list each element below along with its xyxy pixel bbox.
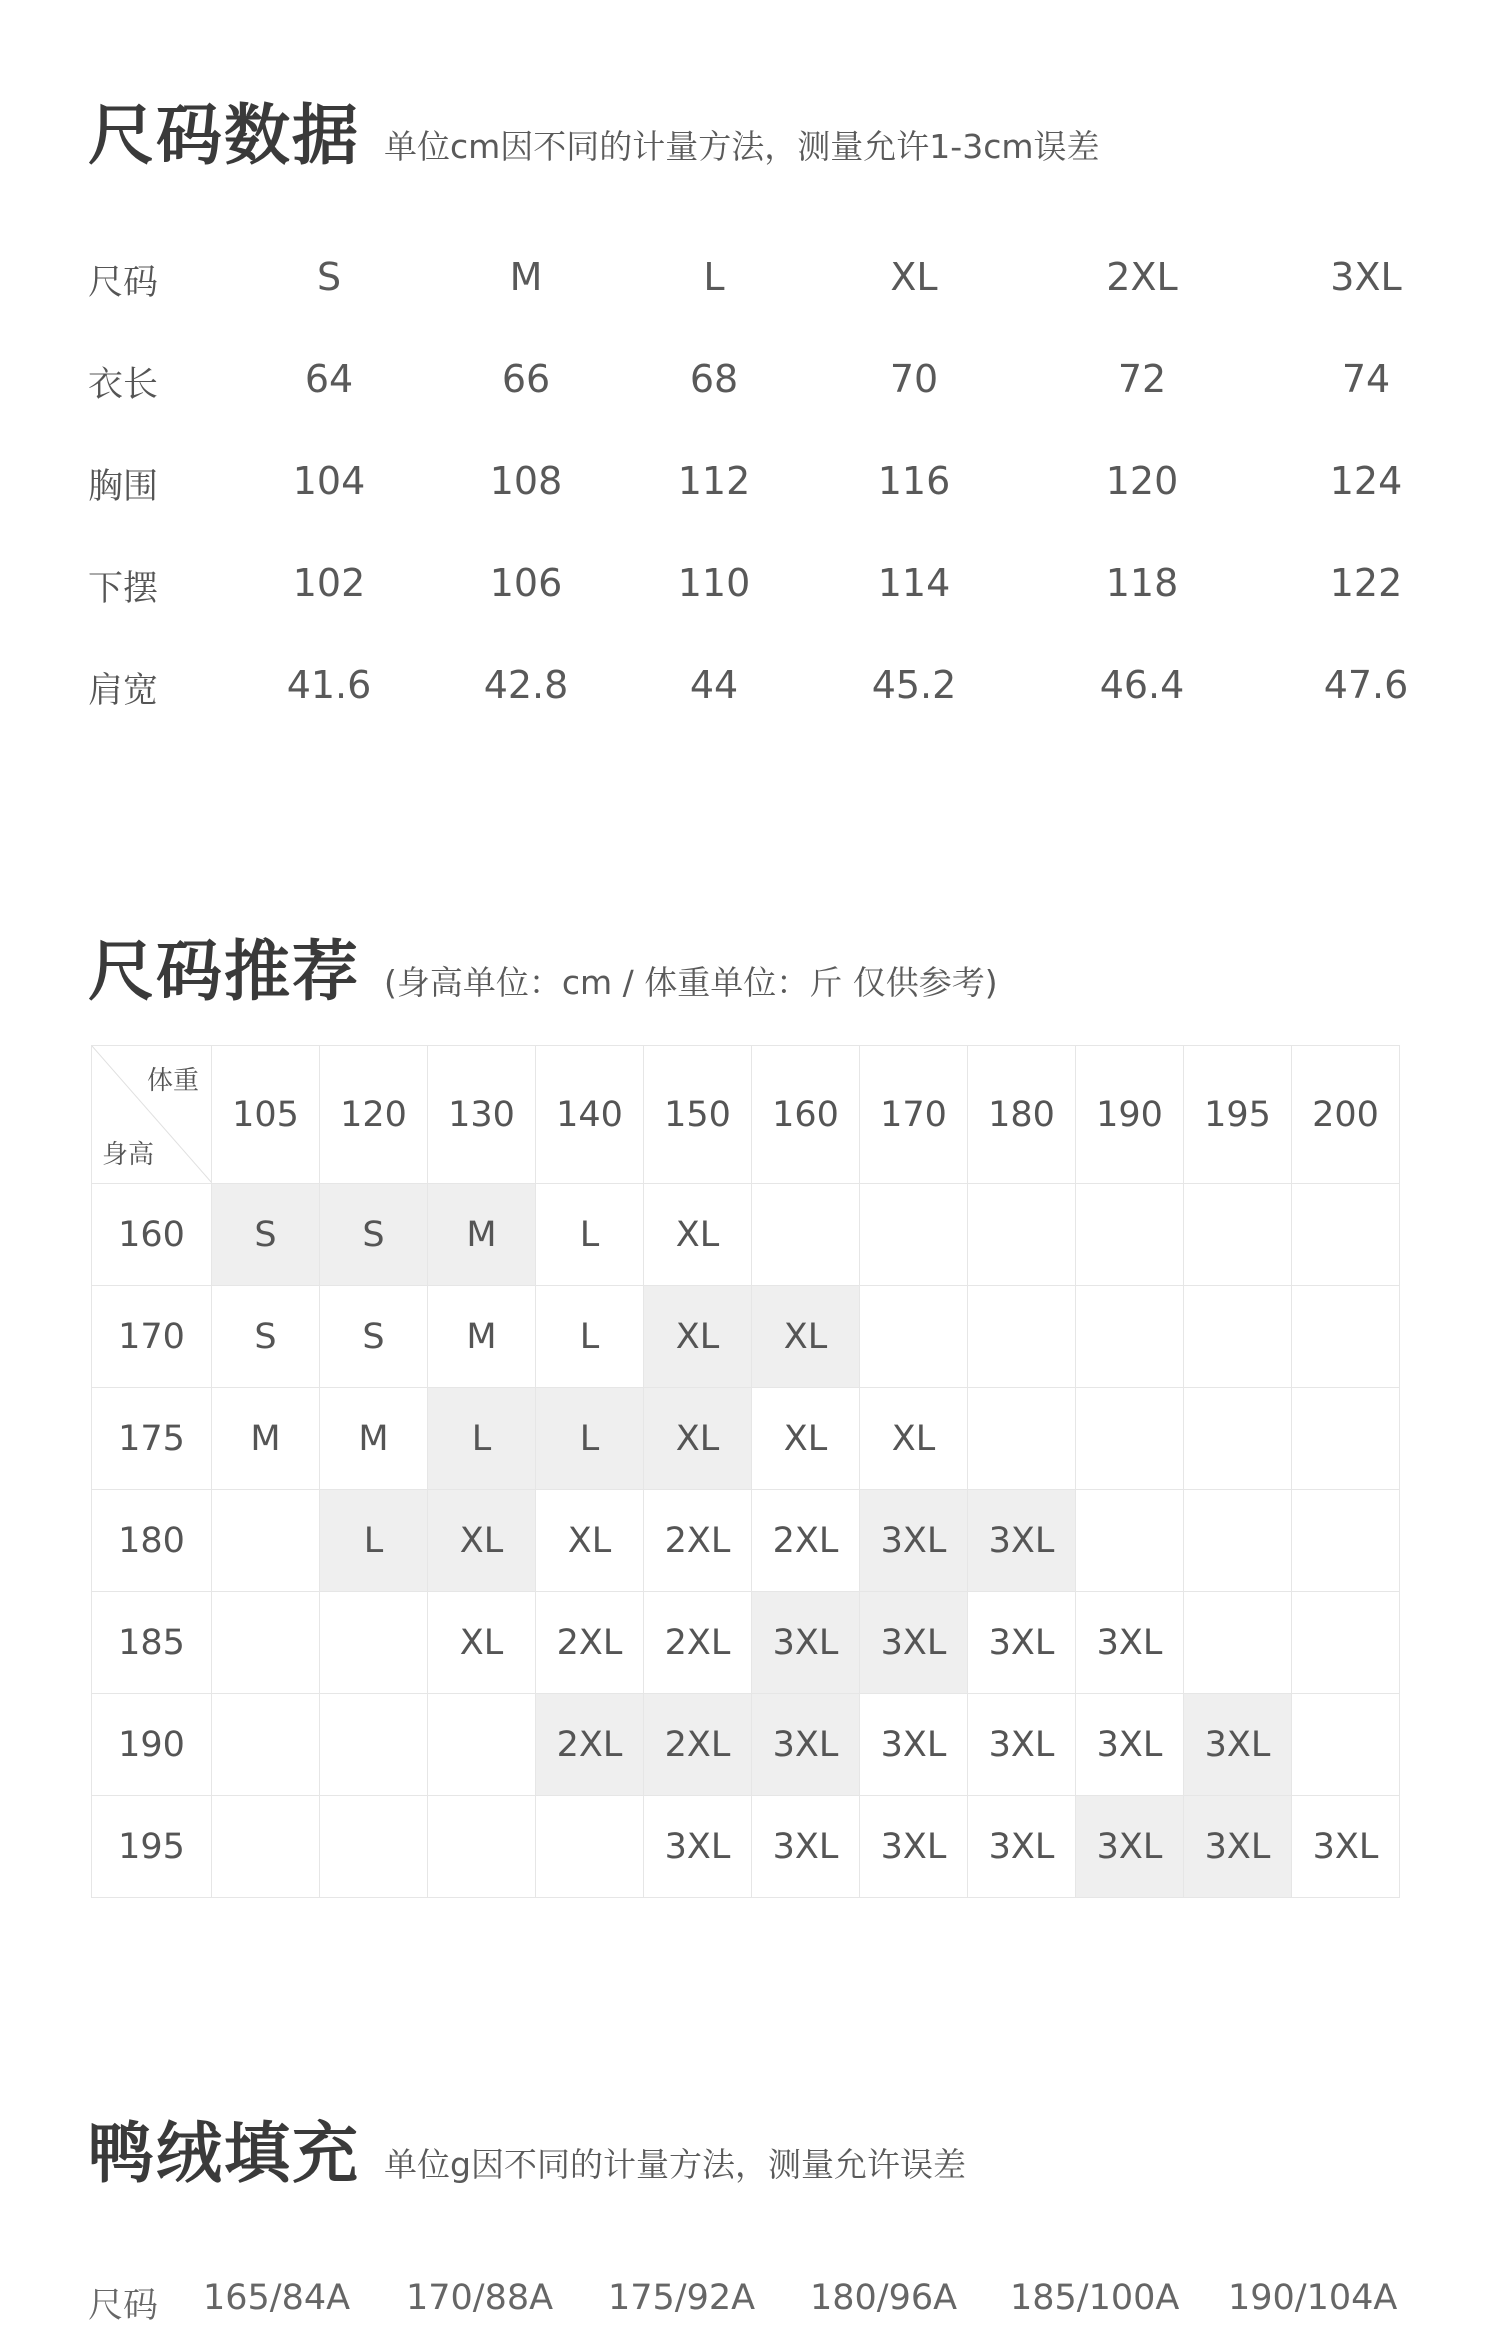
size-recommend-cell: 3XL xyxy=(1076,1796,1184,1898)
size-recommend-title: 尺码推荐 xyxy=(88,933,360,1010)
size-recommend-cell: XL xyxy=(644,1286,752,1388)
down-fill-subtitle: 单位g因不同的计量方法，测量允许误差 xyxy=(384,2145,966,2184)
size-recommend-cell: XL xyxy=(860,1388,968,1490)
size-recommend-cell xyxy=(1292,1694,1400,1796)
corner-height-label: 身高 xyxy=(102,1140,155,1170)
size-recommend-cell: M xyxy=(212,1388,320,1490)
size-data-cell: 104 xyxy=(292,459,366,503)
size-recommend-cell: M xyxy=(428,1184,536,1286)
size-recommend-cell: 3XL xyxy=(860,1796,968,1898)
size-data-row xyxy=(88,561,1418,663)
size-recommend-cell xyxy=(1292,1184,1400,1286)
size-recommend-cell: 3XL xyxy=(752,1592,860,1694)
grid-row xyxy=(92,1796,1400,1898)
size-data-cell: 122 xyxy=(1329,561,1403,605)
size-recommend-cell: 3XL xyxy=(752,1694,860,1796)
size-recommend-cell xyxy=(428,1694,536,1796)
size-recommend-cell xyxy=(212,1796,320,1898)
size-data-cell: 66 xyxy=(501,357,551,401)
size-data-row xyxy=(88,663,1418,765)
size-data-cell: 116 xyxy=(877,459,951,503)
weight-column-header: 130 xyxy=(428,1046,536,1184)
corner-weight-label: 体重 xyxy=(146,1066,199,1096)
size-data-cell: 72 xyxy=(1117,357,1167,401)
grid-row xyxy=(92,1184,1400,1286)
height-row-header: 170 xyxy=(92,1286,212,1388)
height-row-header: 160 xyxy=(92,1184,212,1286)
weight-column-header: 195 xyxy=(1184,1046,1292,1184)
size-recommend-cell: 3XL xyxy=(860,1592,968,1694)
down-fill-size-label: 170/88A xyxy=(406,2278,554,2318)
size-recommend-cell: L xyxy=(536,1388,644,1490)
grid-row xyxy=(92,1592,1400,1694)
down-fill-title: 鸭绒填充 xyxy=(88,2115,360,2192)
size-recommend-cell: 3XL xyxy=(1184,1796,1292,1898)
size-recommend-cell xyxy=(320,1694,428,1796)
size-recommend-cell: 2XL xyxy=(752,1490,860,1592)
size-recommend-cell xyxy=(212,1592,320,1694)
weight-column-header: 120 xyxy=(320,1046,428,1184)
size-recommend-subtitle: (身高单位：cm / 体重单位：斤 仅供参考) xyxy=(384,963,998,1002)
down-fill-size-label: 185/100A xyxy=(1010,2278,1180,2318)
size-recommend-cell: S xyxy=(320,1286,428,1388)
size-recommend-cell: 2XL xyxy=(536,1694,644,1796)
size-recommend-cell xyxy=(1184,1490,1292,1592)
size-recommend-cell: 2XL xyxy=(644,1490,752,1592)
size-recommend-cell: XL xyxy=(428,1490,536,1592)
size-data-table xyxy=(88,255,1418,765)
size-recommend-cell xyxy=(1076,1184,1184,1286)
weight-column-header: 180 xyxy=(968,1046,1076,1184)
size-data-cell: 70 xyxy=(889,357,939,401)
weight-column-header: 140 xyxy=(536,1046,644,1184)
weight-column-header: 160 xyxy=(752,1046,860,1184)
size-recommend-cell xyxy=(1184,1592,1292,1694)
down-fill-size-label: 190/104A xyxy=(1228,2278,1398,2318)
size-recommend-cell: 3XL xyxy=(1292,1796,1400,1898)
size-recommend-cell xyxy=(968,1184,1076,1286)
size-data-cell: 102 xyxy=(292,561,366,605)
size-recommend-cell xyxy=(968,1388,1076,1490)
size-recommend-cell: XL xyxy=(752,1388,860,1490)
size-recommend-cell: 2XL xyxy=(644,1694,752,1796)
size-data-cell: 45.2 xyxy=(871,663,957,707)
grid-row xyxy=(92,1286,1400,1388)
down-fill-header xyxy=(88,2100,966,2195)
size-data-cell: 3XL xyxy=(1330,255,1402,299)
size-recommend-cell xyxy=(1076,1286,1184,1388)
grid-row xyxy=(92,1694,1400,1796)
size-recommend-cell: 3XL xyxy=(968,1592,1076,1694)
size-data-row-label: 肩宽 xyxy=(88,671,159,711)
size-data-cell: 64 xyxy=(304,357,354,401)
down-fill-size-label: 165/84A xyxy=(203,2278,351,2318)
size-recommend-cell xyxy=(212,1490,320,1592)
size-data-cell: 114 xyxy=(877,561,951,605)
size-data-cell: 106 xyxy=(489,561,563,605)
size-recommend-cell: 3XL xyxy=(968,1490,1076,1592)
size-data-row-label: 尺码 xyxy=(88,263,159,303)
size-recommend-cell: 2XL xyxy=(644,1592,752,1694)
size-recommend-cell: M xyxy=(320,1388,428,1490)
size-data-cell: 118 xyxy=(1105,561,1179,605)
size-data-row xyxy=(88,459,1418,561)
size-data-row-label: 衣长 xyxy=(88,365,159,405)
size-recommend-cell: L xyxy=(536,1184,644,1286)
size-recommend-cell xyxy=(860,1286,968,1388)
size-recommend-cell: S xyxy=(320,1184,428,1286)
size-recommend-cell: 3XL xyxy=(860,1490,968,1592)
size-recommend-cell xyxy=(320,1796,428,1898)
size-recommend-cell: 3XL xyxy=(968,1694,1076,1796)
size-recommend-grid xyxy=(91,1045,1400,1898)
size-data-title: 尺码数据 xyxy=(88,97,360,174)
size-recommend-cell xyxy=(1292,1490,1400,1592)
size-data-cell: 68 xyxy=(689,357,739,401)
size-data-cell: L xyxy=(703,255,725,299)
size-recommend-cell xyxy=(212,1694,320,1796)
size-recommend-cell: S xyxy=(212,1184,320,1286)
size-recommend-cell: XL xyxy=(644,1184,752,1286)
size-recommend-cell: 3XL xyxy=(752,1796,860,1898)
height-row-header: 175 xyxy=(92,1388,212,1490)
size-data-row xyxy=(88,255,1418,357)
size-recommend-cell: S xyxy=(212,1286,320,1388)
size-recommend-cell: 3XL xyxy=(1076,1694,1184,1796)
size-recommend-cell xyxy=(1184,1388,1292,1490)
weight-column-header: 150 xyxy=(644,1046,752,1184)
down-fill-size-row xyxy=(88,2278,1418,2338)
size-data-row xyxy=(88,357,1418,459)
down-fill-size-label: 175/92A xyxy=(608,2278,756,2318)
size-recommend-cell: L xyxy=(320,1490,428,1592)
size-recommend-cell: M xyxy=(428,1286,536,1388)
size-data-cell: 110 xyxy=(677,561,751,605)
size-data-cell: 42.8 xyxy=(483,663,569,707)
size-recommend-cell xyxy=(752,1184,860,1286)
size-data-cell: XL xyxy=(890,255,938,299)
grid-row xyxy=(92,1388,1400,1490)
size-recommend-cell: 3XL xyxy=(1076,1592,1184,1694)
size-recommend-cell xyxy=(428,1796,536,1898)
size-data-cell: 41.6 xyxy=(286,663,372,707)
grid-row xyxy=(92,1490,1400,1592)
size-recommend-cell: XL xyxy=(428,1592,536,1694)
size-recommend-cell xyxy=(1292,1592,1400,1694)
size-data-cell: 46.4 xyxy=(1099,663,1185,707)
weight-column-header: 170 xyxy=(860,1046,968,1184)
down-fill-row-label: 尺码 xyxy=(88,2286,159,2326)
size-data-row-label: 胸围 xyxy=(88,467,159,507)
size-data-cell: 2XL xyxy=(1106,255,1178,299)
size-recommend-cell: 3XL xyxy=(968,1796,1076,1898)
size-data-cell: 112 xyxy=(677,459,751,503)
grid-corner-header xyxy=(92,1046,212,1184)
size-recommend-cell: XL xyxy=(644,1388,752,1490)
size-recommend-cell xyxy=(968,1286,1076,1388)
size-data-subtitle: 单位cm因不同的计量方法，测量允许1-3cm误差 xyxy=(384,127,1100,166)
size-data-cell: 74 xyxy=(1341,357,1391,401)
weight-column-header: 200 xyxy=(1292,1046,1400,1184)
size-recommend-cell xyxy=(1292,1388,1400,1490)
size-data-cell: 44 xyxy=(689,663,739,707)
size-data-row-label: 下摆 xyxy=(88,569,159,609)
height-row-header: 190 xyxy=(92,1694,212,1796)
size-data-cell: 124 xyxy=(1329,459,1403,503)
size-recommend-cell xyxy=(1292,1286,1400,1388)
size-recommend-cell xyxy=(1184,1184,1292,1286)
down-fill-size-label: 180/96A xyxy=(810,2278,958,2318)
size-recommend-cell: 3XL xyxy=(1184,1694,1292,1796)
size-data-cell: M xyxy=(509,255,543,299)
size-recommend-cell xyxy=(536,1796,644,1898)
height-row-header: 195 xyxy=(92,1796,212,1898)
size-data-cell: 108 xyxy=(489,459,563,503)
size-recommend-cell xyxy=(1076,1388,1184,1490)
size-recommend-cell xyxy=(1076,1490,1184,1592)
size-recommend-cell: 3XL xyxy=(644,1796,752,1898)
height-row-header: 180 xyxy=(92,1490,212,1592)
size-recommend-cell: 3XL xyxy=(860,1694,968,1796)
size-data-cell: 47.6 xyxy=(1323,663,1409,707)
size-recommend-cell xyxy=(1184,1286,1292,1388)
weight-column-header: 105 xyxy=(212,1046,320,1184)
size-recommend-cell xyxy=(320,1592,428,1694)
weight-column-header: 190 xyxy=(1076,1046,1184,1184)
size-recommend-cell: 2XL xyxy=(536,1592,644,1694)
size-recommend-cell: L xyxy=(536,1286,644,1388)
size-recommend-cell: XL xyxy=(536,1490,644,1592)
size-data-cell: 120 xyxy=(1105,459,1179,503)
size-recommend-cell xyxy=(860,1184,968,1286)
size-data-cell: S xyxy=(316,255,342,299)
height-row-header: 185 xyxy=(92,1592,212,1694)
size-recommend-cell: XL xyxy=(752,1286,860,1388)
size-recommend-header xyxy=(88,918,998,1013)
size-recommend-cell: L xyxy=(428,1388,536,1490)
size-data-header xyxy=(88,82,1099,177)
